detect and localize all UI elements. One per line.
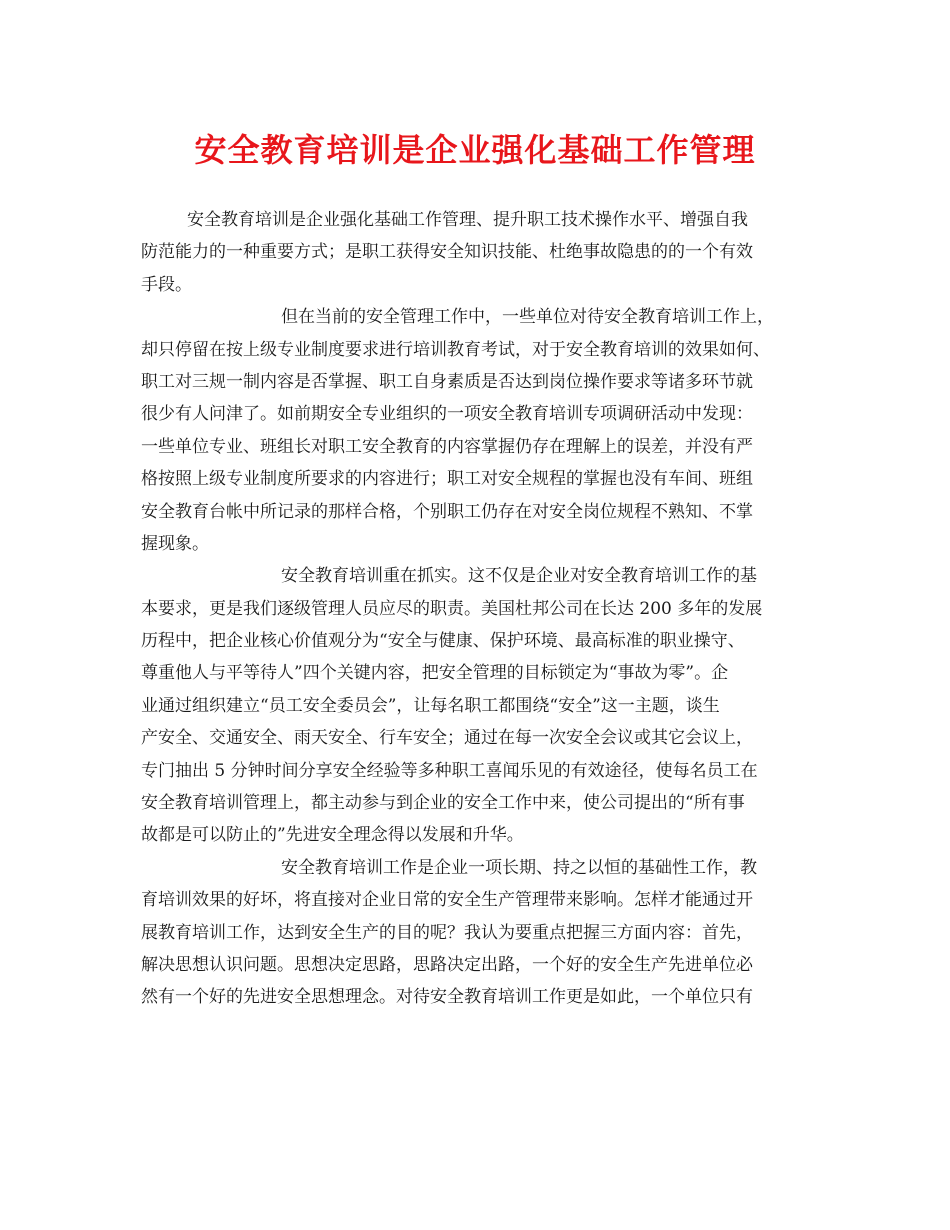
paragraph-line: 却只停留在按上级专业制度要求进行培训教育考试，对于安全教育培训的效果如何、 [141,339,770,360]
document-title: 安全教育培训是企业强化基础工作管理 [194,131,756,169]
paragraph-line: 手段。 [141,274,192,295]
paragraph-line: 解决思想认识问题。思想决定思路，思路决定出路，一个好的安全生产先进单位必 [141,954,753,975]
paragraph-line: 展教育培训工作，达到安全生产的目的呢？我认为要重点把握三方面内容：首先， [141,922,753,943]
paragraph-line: 历程中，把企业核心价值观分为“安全与健康、保护环境、最高标准的职业操守、 [141,631,745,652]
paragraph-line: 业通过组织建立“员工安全委员会”，让每名职工都围绕“安全”这一主题，谈生 [141,695,720,716]
paragraph-line: 尊重他人与平等待人”四个关键内容，把安全管理的目标锁定为“事故为零”。企 [141,663,729,684]
paragraph [141,852,826,1014]
paragraph-line: 很少有人问津了。如前期安全专业组织的一项安全教育培训专项调研活动中发现： [141,404,753,425]
paragraph-line: 安全教育培训工作是企业一项长期、持之以恒的基础性工作，教 [281,857,757,878]
document-body [141,204,826,1014]
paragraph-line: 握现象。 [141,533,209,554]
paragraph-line: 格按照上级专业制度所要求的内容进行；职工对安全规程的掌握也没有车间、班组 [141,469,753,490]
paragraph-line: 安全教育培训管理上，都主动参与到企业的安全工作中来，使公司提出的“所有事 [141,793,745,814]
paragraph-line: 安全教育培训重在抓实。这不仅是企业对安全教育培训工作的基 [281,566,757,587]
paragraph-line: 防范能力的一种重要方式；是职工获得安全知识技能、杜绝事故隐患的的一个有效 [141,242,753,263]
paragraph-line: 专门抽出 5 分钟时间分享安全经验等多种职工喜闻乐见的有效途径，使每名员工在 [141,760,758,781]
paragraph-line: 育培训效果的好坏，将直接对企业日常的安全生产管理带来影响。怎样才能通过开 [141,890,753,911]
paragraph [141,204,826,301]
paragraph [141,560,826,852]
paragraph-line: 故都是可以防止的”先进安全理念得以发展和升华。 [141,825,524,846]
paragraph-line: 产安全、交通安全、雨天安全、行车安全；通过在每一次安全会议或其它会议上， [141,728,753,749]
paragraph-line: 安全教育培训是企业强化基础工作管理、提升职工技术操作水平、增强自我 [187,210,748,230]
paragraph-line: 职工对三规一制内容是否掌握、职工自身素质是否达到岗位操作要求等诸多环节就 [141,371,753,392]
paragraph [141,301,826,560]
paragraph-line: 一些单位专业、班组长对职工安全教育的内容掌握仍存在理解上的误差，并没有严 [141,436,753,457]
paragraph-line: 本要求，更是我们逐级管理人员应尽的职责。美国杜邦公司在长达 200 多年的发展 [141,598,763,619]
paragraph-line: 然有一个好的先进安全思想理念。对待安全教育培训工作更是如此，一个单位只有 [141,987,753,1008]
paragraph-line: 但在当前的安全管理工作中，一些单位对待安全教育培训工作上， [281,307,774,328]
paragraph-line: 安全教育台帐中所记录的那样合格，个别职工仍存在对安全岗位规程不熟知、不掌 [141,501,753,522]
